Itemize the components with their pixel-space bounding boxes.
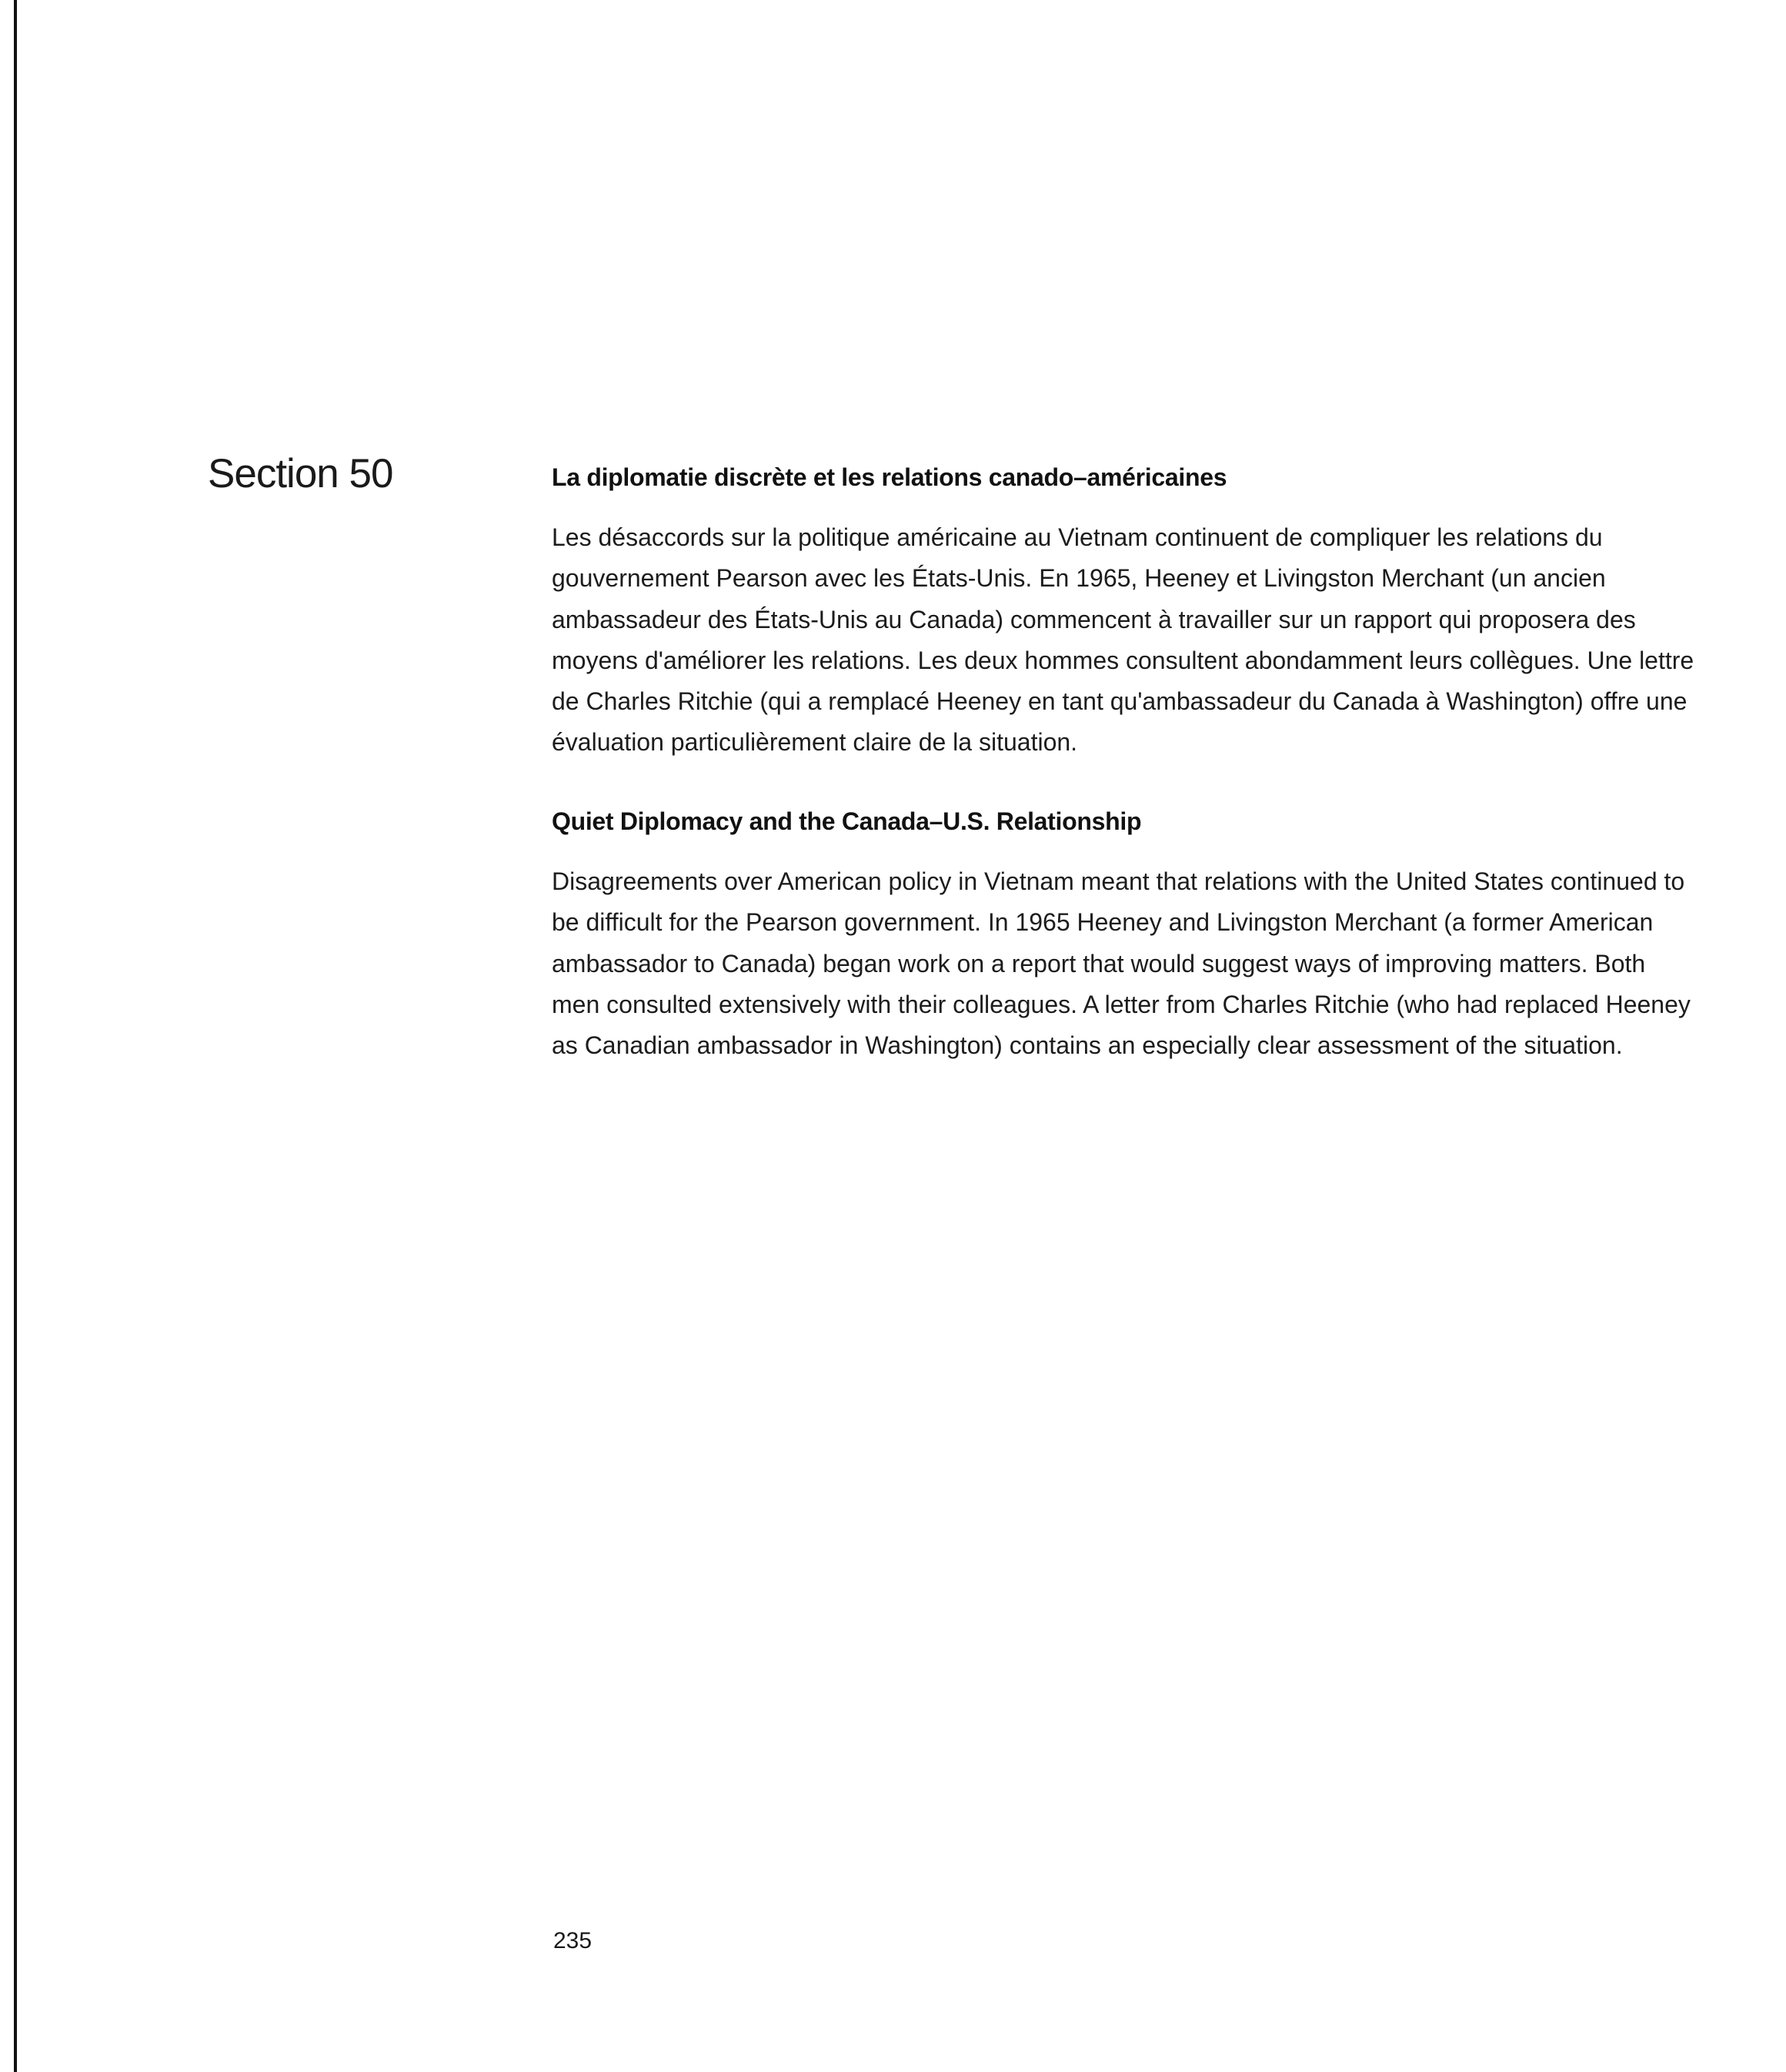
english-paragraph: Disagreements over American policy in Vietnam meant that relations with the United States continued to be difficult for the Pearson government. In 1965 Heeney and Livingston Merchant (a former American ambassador to Canada) began work on a report that would suggest ways of improving matters. Both men consulted extensively with their colleagues. A letter from Charles Ritchie (who had replaced Heeney as Canadian ambassador in Washington) contains an especially clear assessment of the situation. (552, 867, 1691, 1060)
page-number: 235 (553, 1928, 593, 1953)
section-label: Section 50 (208, 451, 393, 496)
english-heading: Quiet Diplomacy and the Canada–U.S. Relationship (552, 807, 1142, 835)
french-heading: La diplomatie discrète et les relations canado–américaines (552, 463, 1227, 491)
english-block (552, 804, 1698, 1066)
french-paragraph: Les désaccords sur la politique américaine au Vietnam continuent de compliquer les relations du gouvernement Pearson avec les États-Unis. En 1965, Heeney et Livingston Merchant (un ancien ambassadeur des États-Unis au Canada) commencent à travailler sur un rapport qui proposera des moyens d'améliorer les relations. Les deux hommes consultent abondamment leurs collègues. Une lettre de Charles Ritchie (qui a remplacé Heeney en tant qu'ambassadeur du Canada à Washington) offre une évaluation particulièrement claire de la situation. (552, 523, 1694, 757)
french-block (552, 460, 1698, 764)
scan-binding-edge (14, 0, 17, 2072)
